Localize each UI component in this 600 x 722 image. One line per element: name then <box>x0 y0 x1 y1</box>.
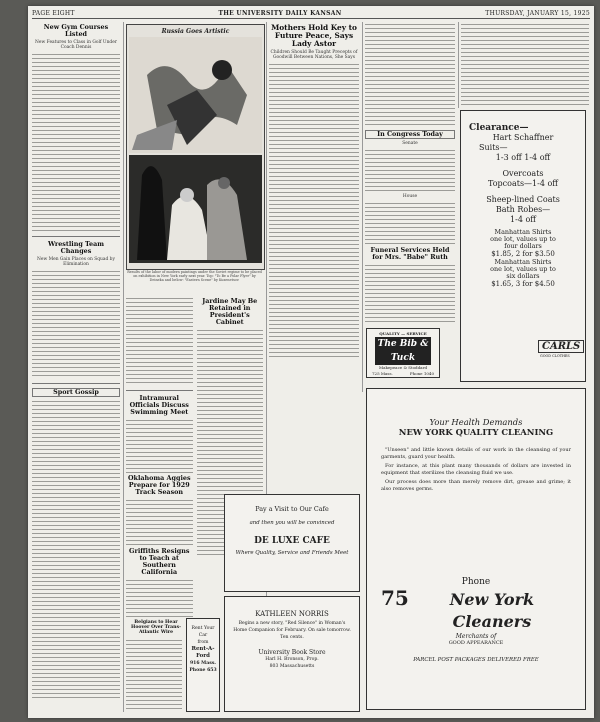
article-body <box>126 296 193 386</box>
article-body <box>126 638 182 712</box>
column-rule <box>362 22 363 392</box>
column-rule <box>123 22 124 712</box>
subhead-wrestling: New Men Gain Places on Squad by Elimination <box>37 257 115 267</box>
divider <box>32 236 120 237</box>
congress-senate: Senate <box>402 141 418 146</box>
article-body <box>126 498 193 546</box>
headline-intramural: Intramural Officials Discuss Swimming Meet <box>129 394 189 416</box>
divider <box>32 383 120 384</box>
headline-wrestling: Wrestling Team Changes <box>47 240 105 255</box>
carls-store-name: CARLS <box>538 340 584 353</box>
deluxe-cafe-ad: Pay a Visit to Our Cafe and then you will be convinced DE LUXE CAFE Where Quality, Service and Friends Meet <box>224 494 360 592</box>
headline-jardine: Jardine May Be Retained in President's Cabinet <box>202 297 258 326</box>
headline-sport-gossip: Sport Gossip <box>32 388 120 397</box>
belgians-body <box>126 638 182 712</box>
article-body <box>32 52 120 232</box>
new-york-cleaners-ad: Your Health Demands NEW YORK QUALITY CLEANING "Unseen" and little known details of our work in the cleansing of your garments, guard your health. For instance, at this plant many thousands of dollars are invested in equipment that sterilizes the cleansing fluid we use. Our process does more than merely remove dirt, grease and grime; it also removes germs. Phone 75 New York Cleaners Merchants of GOOD APPEARANCE PARCEL POST PACKAGES DELIVERED FREE <box>366 388 586 710</box>
column-5 <box>461 22 589 106</box>
quality-service-ad: QUALITY — SERVICE The Bib & Tuck Makepeace & Stoddard 725 Mass. Phone 1040 <box>366 328 440 378</box>
headline-belgians: Belgians to Hear Hoover Over Trans-Atlantic Wire <box>130 620 181 635</box>
article-body <box>32 399 120 699</box>
article-body <box>269 62 359 358</box>
article-body <box>365 201 455 245</box>
article-body <box>126 578 193 618</box>
carls-store-sub: GOOD CLOTHES <box>540 354 570 358</box>
article-body <box>365 263 455 323</box>
article-body <box>32 269 120 379</box>
congress-house: House <box>402 194 418 199</box>
photo-caption: Results of the labor of modern paintings under the Soviet regime to be placed on exhibition in New York early next year. Top: "To Be a Polar Flyer" by Deineka and below: "Eastern Scene" by Kuzenetsov. <box>127 270 262 282</box>
divider <box>126 390 193 391</box>
article-body <box>365 22 455 126</box>
clearance-ad: Clearance— Hart Schaffner Suits— 1-3 off 1-4 off Overcoats Topcoats—1-4 off Sheep-lined Coats Bath Robes— 1-4 off Manhattan Shirts one lot, values up to four dollars $1.85, 2 for $3.50 Manhattan Shirts one lot, values up to six dollars $1.65, 3 for $4.50 <box>460 110 586 382</box>
subhead-gym: New Features to Class in Golf Under Coach Dennis <box>35 40 117 50</box>
column-2-lower <box>126 618 186 638</box>
subhead-mothers: Children Should Be Taught Precepts of Goodwill Between Nations, She Says <box>270 50 358 60</box>
column-rule <box>458 22 459 108</box>
kathleen-norris-ad: KATHLEEN NORRIS Begins a new story, "Red Silence" in Woman's Home Companion for February. On sale tomorrow. Ten cents. University Book Store Harl H. Bronson, Prop. 803 Massachusetts <box>224 596 360 712</box>
page-number: PAGE EIGHT <box>32 9 75 17</box>
headline-mothers: Mothers Hold Key to Future Peace, Says Lady Astor <box>271 23 357 48</box>
column-1 <box>32 22 120 716</box>
paper-name: THE UNIVERSITY DAILY KANSAN <box>218 9 342 17</box>
headline-oklahoma: Oklahoma Aggies Prepare for 1929 Track Season <box>127 474 191 496</box>
headline-griffith: Griffiths Resigns to Teach at Southern California <box>129 547 190 576</box>
article-body <box>126 418 193 473</box>
masthead <box>32 8 590 19</box>
column-3 <box>269 22 359 390</box>
article-body <box>461 22 589 106</box>
article-body <box>365 148 455 192</box>
photo-title: Russia Goes Artistic <box>161 28 230 35</box>
headline-funeral: Funeral Services Held for Mrs. "Babe" Ruth <box>370 246 450 261</box>
artwork-photo <box>126 24 265 270</box>
newspaper-page <box>28 6 594 718</box>
issue-date: THURSDAY, JANUARY 15, 1925 <box>485 9 590 17</box>
headline-gym: New Gym Courses Listed <box>43 23 109 38</box>
headline-congress: In Congress Today <box>365 130 455 139</box>
soviet-paintings-image <box>127 35 264 265</box>
rent-a-car-ad: Rent Your Car from Rent-A-Ford 916 Mass. Phone 653 <box>186 618 220 712</box>
